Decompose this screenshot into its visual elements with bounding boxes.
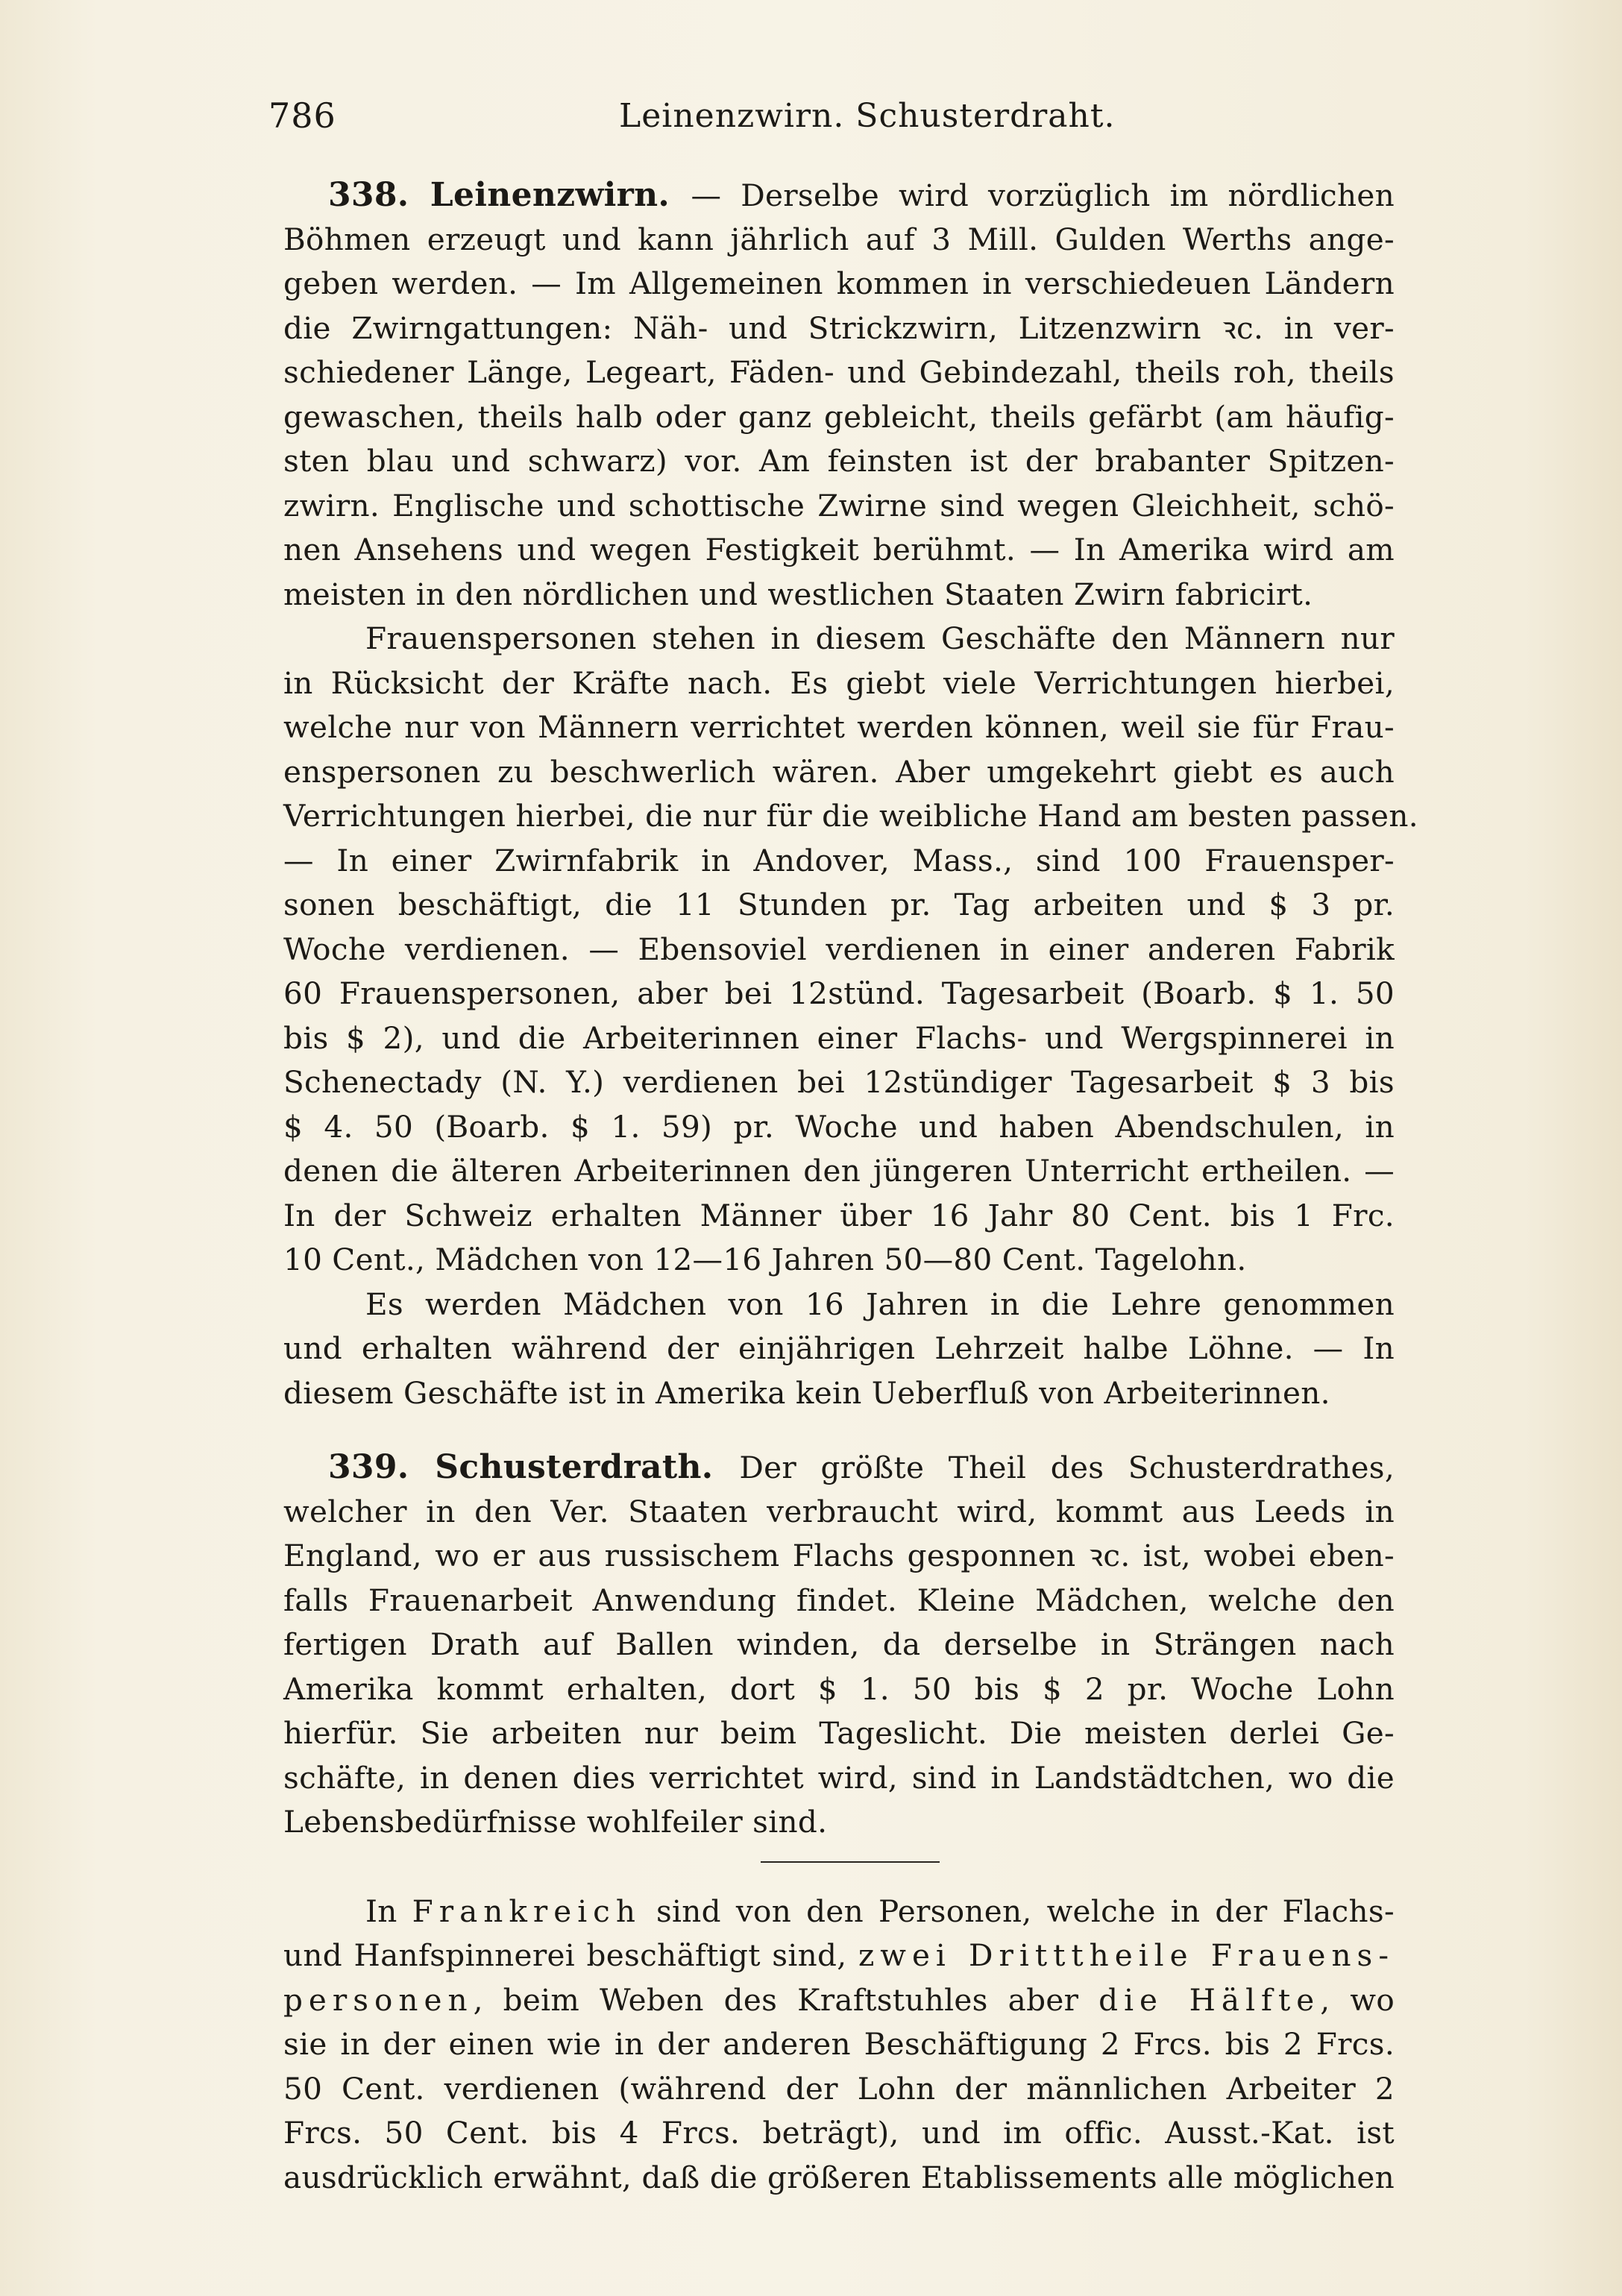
text-line xyxy=(283,484,1395,529)
text-line xyxy=(283,350,1395,395)
line-text: Der größte Theil des Schusterdrathes, xyxy=(739,1450,1395,1485)
text-line xyxy=(283,617,1395,661)
text-line xyxy=(283,1016,1395,1061)
text-line xyxy=(283,972,1395,1016)
footnote-line xyxy=(283,2067,1395,2112)
footnote-line xyxy=(283,2156,1395,2201)
line-text: Böhmen erzeugt und kann jährlich auf 3 Mill. Gulden Werths ange- xyxy=(283,221,1395,257)
text-line xyxy=(283,1105,1395,1150)
running-head: Leinenzwirn. Schusterdraht. xyxy=(619,97,1116,135)
line-text: sonen beschäftigt, die 11 Stunden pr. Tag arbeiten und $ 3 pr. xyxy=(283,887,1395,922)
text-line xyxy=(283,1579,1395,1623)
line-text: zwirn. Englische und schottische Zwirne sind wegen Gleichheit, schö- xyxy=(283,487,1395,523)
line-text: diesem Geschäfte ist in Amerika kein Ueberfluß von Arbeiterinnen. xyxy=(283,1374,1330,1411)
line-text: — In einer Zwirnfabrik in Andover, Mass., sind 100 Frauensper- xyxy=(283,842,1395,878)
line-text: sind von den Personen, welche in der Flachs- xyxy=(641,1893,1395,1929)
text-line xyxy=(283,1327,1395,1371)
section-title: Schusterdrath. xyxy=(435,1448,740,1486)
line-text: Frcs. 50 Cent. bis 4 Frcs. beträgt), und im offic. Ausst.-Kat. ist xyxy=(283,2115,1395,2151)
line-text: und Hanfspinnerei beschäftigt sind, xyxy=(283,1937,858,1973)
line-text: , beim Weben des Kraftstuhles aber xyxy=(473,1981,1099,2018)
text-line xyxy=(283,1756,1395,1801)
text-line xyxy=(283,661,1395,706)
line-text: enspersonen zu beschwerlich wären. Aber umgekehrt giebt es auch xyxy=(283,753,1395,790)
line-text: 50 Cent. verdienen (während der Lohn der männlichen Arbeiter 2 xyxy=(283,2070,1395,2107)
line-text: falls Frauenarbeit Anwendung findet. Kleine Mädchen, welche den xyxy=(283,1582,1395,1618)
main-text xyxy=(283,173,1418,2200)
section-2 xyxy=(283,1445,1395,1845)
text-line xyxy=(283,1623,1395,1667)
text-line xyxy=(283,528,1395,573)
line-text: denen die älteren Arbeiterinnen den jüngeren Unterricht ertheilen. — xyxy=(283,1153,1395,1189)
text-line xyxy=(283,306,1395,351)
line-text: geben werden. — Im Allgemeinen kommen in verschiedeuen Ländern xyxy=(283,265,1395,301)
emphasized-text: die Hälfte xyxy=(1098,1981,1321,2018)
text-line xyxy=(283,573,1395,617)
footnote-line xyxy=(283,2111,1395,2156)
page-number: 786 xyxy=(268,95,336,136)
line-text: $ 4. 50 (Boarb. $ 1. 59) pr. Woche und haben Abendschulen, in xyxy=(283,1108,1395,1145)
line-text: welche nur von Männern verrichtet werden können, weil sie für Frau- xyxy=(283,709,1395,745)
text-line xyxy=(283,1283,1395,1327)
separator-rule xyxy=(761,1861,940,1863)
line-text: sie in der einen wie in der anderen Beschäftigung 2 Frcs. bis 2 Frcs. xyxy=(283,2026,1395,2062)
section-title: Leinenzwirn. xyxy=(430,176,691,214)
text-line xyxy=(283,1490,1395,1535)
text-line xyxy=(283,928,1395,972)
text-line xyxy=(283,1534,1395,1579)
line-text: schäfte, in denen dies verrichtet wird, sind in Landstädtchen, wo die xyxy=(283,1759,1395,1796)
line-text: Lebensbedürfnisse wohlfeiler sind. xyxy=(283,1804,828,1840)
text-line xyxy=(283,705,1395,750)
text-line xyxy=(283,1800,1395,1845)
line-text: nen Ansehens und wegen Festigkeit berühmt. — In Amerika wird am xyxy=(283,532,1395,567)
line-text: Frauenspersonen stehen in diesem Geschäfte den Männern nur xyxy=(365,620,1395,656)
footnote xyxy=(283,1890,1395,2201)
text-line xyxy=(283,173,1395,218)
line-text: 60 Frauenspersonen, aber bei 12stünd. Tagesarbeit (Boarb. $ 1. 50 xyxy=(283,975,1395,1011)
footnote-line xyxy=(283,1934,1395,1978)
emphasized-text: personen xyxy=(283,1981,474,2018)
section-number: 339. xyxy=(328,1448,436,1486)
line-text: ausdrücklich erwähnt, daß die größeren Etablissements alle möglichen xyxy=(283,2159,1395,2195)
line-text: In xyxy=(365,1893,412,1929)
page-header xyxy=(268,95,1387,140)
section-1 xyxy=(283,173,1418,1415)
section-number: 338. xyxy=(328,176,430,214)
text-line xyxy=(283,262,1395,306)
line-text: und erhalten während der einjährigen Lehrzeit halbe Löhne. — In xyxy=(283,1330,1395,1366)
text-line xyxy=(283,1371,1395,1416)
text-line xyxy=(283,395,1395,440)
text-line xyxy=(283,1060,1395,1105)
text-line xyxy=(283,1194,1395,1239)
line-text: Woche verdienen. — Ebensoviel verdienen in einer anderen Fabrik xyxy=(283,931,1395,967)
line-text: hierfür. Sie arbeiten nur beim Tageslicht. Die meisten derlei Ge- xyxy=(283,1715,1395,1751)
text-line xyxy=(283,439,1395,484)
line-text: Es werden Mädchen von 16 Jahren in die Lehre genommen xyxy=(365,1286,1395,1322)
footnote-separator xyxy=(283,1845,1395,1890)
line-text: Schenectady (N. Y.) verdienen bei 12stündiger Tagesarbeit $ 3 bis xyxy=(283,1064,1395,1100)
line-text: 10 Cent., Mädchen von 12—16 Jahren 50—80 Cent. Tagelohn. xyxy=(283,1242,1247,1277)
section-gap xyxy=(283,1415,1395,1445)
line-text: , wo xyxy=(1320,1981,1395,2018)
text-line xyxy=(283,794,1418,839)
line-text: fertigen Drath auf Ballen winden, da derselbe in Strängen nach xyxy=(283,1626,1395,1662)
line-text: bis $ 2), und die Arbeiterinnen einer Flachs- und Wergspinnerei in xyxy=(283,1019,1395,1056)
line-text: — Derselbe wird vorzüglich im nördlichen xyxy=(691,177,1395,213)
line-text: In der Schweiz erhalten Männer über 16 Jahr 80 Cent. bis 1 Frc. xyxy=(283,1197,1395,1233)
line-text: schiedener Länge, Legeart, Fäden- und Gebindezahl, theils roh, theils xyxy=(283,354,1395,390)
text-line xyxy=(283,1149,1395,1194)
text-line xyxy=(283,750,1395,795)
text-line xyxy=(283,218,1395,262)
text-line xyxy=(283,1711,1395,1756)
text-line xyxy=(283,1445,1395,1490)
text-line xyxy=(283,883,1395,928)
emphasized-text: Frankreich xyxy=(412,1893,641,1929)
line-text: in Rücksicht der Kräfte nach. Es giebt viele Verrichtungen hierbei, xyxy=(283,664,1395,701)
line-text: Verrichtungen hierbei, die nur für die weibliche Hand am besten passen. xyxy=(283,798,1418,834)
text-line xyxy=(283,839,1395,884)
footnote-line xyxy=(283,2022,1395,2067)
emphasized-text: zwei Dritttheile Frauens- xyxy=(858,1937,1395,1973)
footnote-line xyxy=(283,1978,1395,2023)
line-text: meisten in den nördlichen und westlichen Staaten Zwirn fabricirt. xyxy=(283,576,1313,612)
text-line xyxy=(283,1667,1395,1712)
line-text: England, wo er aus russischem Flachs gesponnen ꝛc. ist, wobei eben- xyxy=(283,1538,1395,1573)
text-line xyxy=(283,1238,1395,1283)
line-text: sten blau und schwarz) vor. Am feinsten ist der brabanter Spitzen- xyxy=(283,443,1395,479)
footnote-line xyxy=(283,1890,1395,1934)
line-text: Amerika kommt erhalten, dort $ 1. 50 bis $ 2 pr. Woche Lohn xyxy=(283,1670,1395,1707)
line-text: welcher in den Ver. Staaten verbraucht wird, kommt aus Leeds in xyxy=(283,1493,1395,1529)
line-text: die Zwirngattungen: Näh- und Strickzwirn, Litzenzwirn ꝛc. in ver- xyxy=(283,309,1395,346)
line-text: gewaschen, theils halb oder ganz gebleicht, theils gefärbt (am häufig- xyxy=(283,398,1395,435)
